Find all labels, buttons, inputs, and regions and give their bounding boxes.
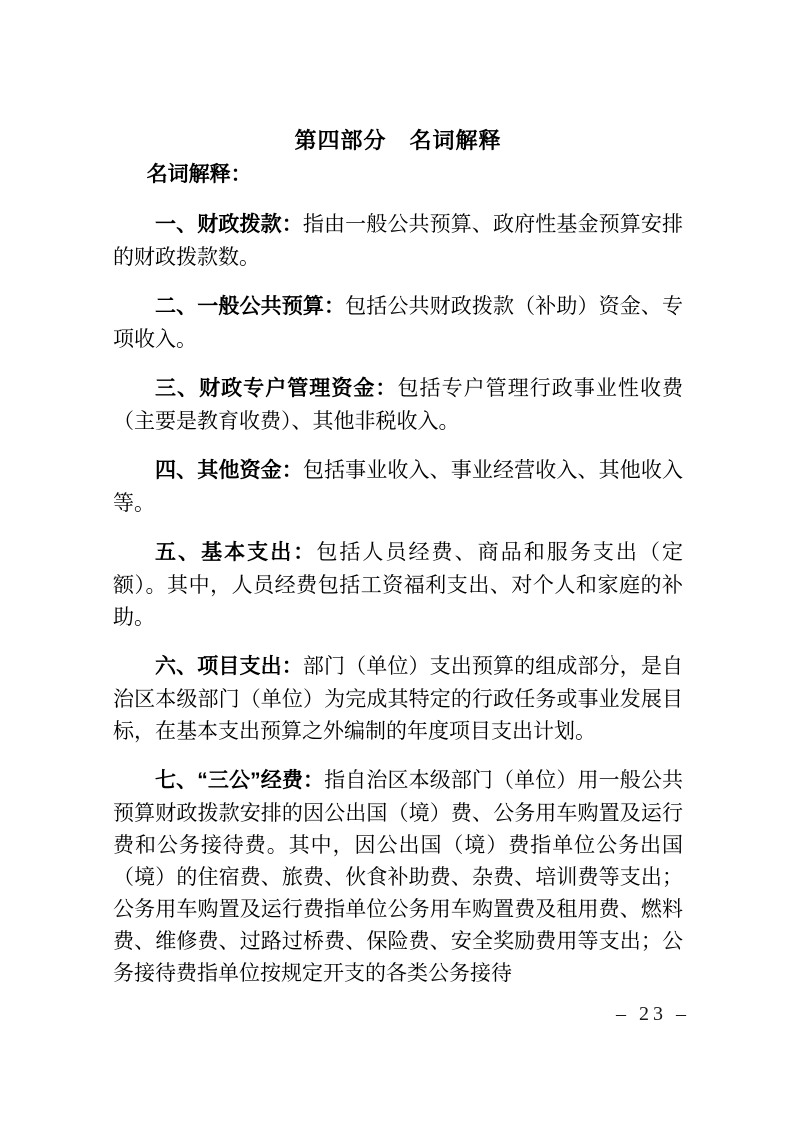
glossary-paragraph-6 bbox=[113, 650, 683, 747]
term-definition: 指自治区本级部门（单位）用一般公共预算财政拨款安排的因公出国（境）费、公务用车购置及运行费和公务接待费。其中，因公出国（境）费指单位公务出国（境）的住宿费、旅费、伙食补助费、杂费、培训费等支出；公务用车购置及运行费指单位公务用车购置费及租用费、燃料费、维修费、过路过桥费、保险费、安全奖励费用等支出；公务接待费指单位按规定开支的各类公务接待 bbox=[113, 768, 684, 985]
term-definition: 指由一般公共预算、政府性基金预算安排的财政拨款数。 bbox=[113, 212, 683, 269]
term-definition: 包括人员经费、商品和服务支出（定额）。其中，人员经费包括工资福利支出、对个人和家庭的补助。 bbox=[113, 540, 684, 629]
term-label: 四、其他资金： bbox=[155, 459, 303, 482]
glossary-paragraph-4 bbox=[113, 454, 683, 519]
term-label: 二、一般公共预算： bbox=[155, 295, 346, 318]
term-label: 一、财政拨款： bbox=[155, 213, 303, 236]
term-label: 三、财政专户管理资金： bbox=[155, 377, 398, 400]
term-label: 六、项目支出： bbox=[155, 655, 303, 678]
term-definition: 包括公共财政拨款（补助）资金、专项收入。 bbox=[113, 294, 683, 351]
glossary-paragraph-3 bbox=[113, 372, 683, 437]
term-definition: 包括事业收入、事业经营收入、其他收入等。 bbox=[113, 458, 683, 515]
glossary-paragraph-5 bbox=[113, 536, 683, 633]
intro-label: 名词解释： bbox=[146, 163, 252, 186]
term-definition: 部门（单位）支出预算的组成部分，是自治区本级部门（单位）为完成其特定的行政任务或事业发展目标，在基本支出预算之外编制的年度项目支出计划。 bbox=[113, 654, 683, 743]
page-number: – 23 – bbox=[616, 1003, 690, 1025]
glossary-paragraph-2 bbox=[113, 290, 683, 355]
term-label: 五、基本支出： bbox=[155, 541, 317, 564]
document-content bbox=[113, 126, 683, 1006]
page-title: 第四部分 名词解释 bbox=[294, 128, 502, 153]
glossary-paragraph-1 bbox=[113, 208, 683, 273]
term-definition: 包括专户管理行政事业性收费（主要是教育收费）、其他非税收入。 bbox=[113, 376, 684, 433]
glossary-paragraph-7 bbox=[113, 764, 683, 989]
term-label: 七、“三公”经费： bbox=[155, 769, 325, 792]
